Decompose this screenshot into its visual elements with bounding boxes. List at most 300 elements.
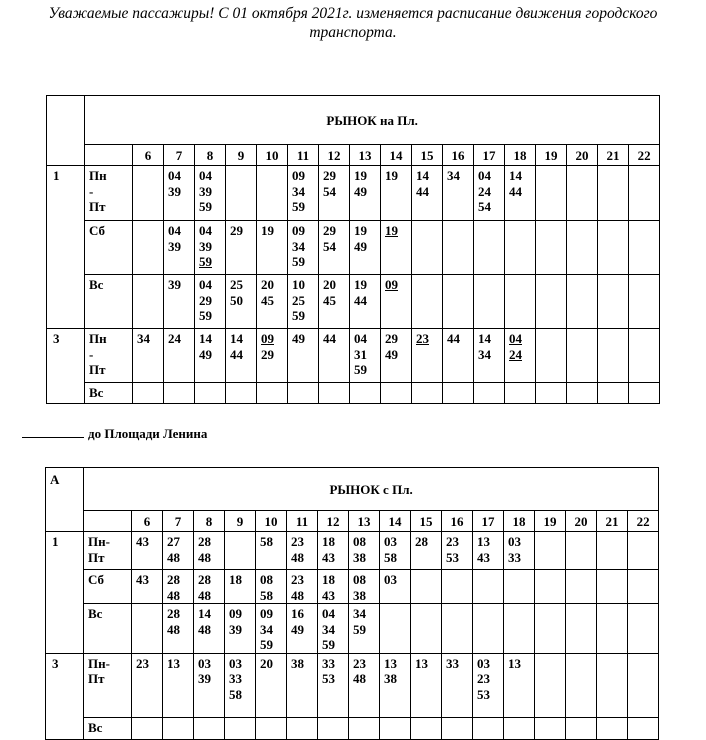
departure-cell-hour-10 — [256, 604, 287, 654]
departure-cell-hour-18 — [505, 221, 536, 275]
departure-cell-hour-11 — [288, 166, 319, 221]
departure-cell-hour-17 — [474, 275, 505, 329]
departure-minute: 49 — [385, 346, 398, 362]
departure-minute: 34 — [292, 238, 305, 254]
hours-blank-cell — [85, 145, 133, 166]
table-row — [46, 532, 659, 570]
departure-minute: 20 — [260, 655, 273, 671]
departure-cell-hour-16 — [442, 717, 473, 739]
departure-cell-hour-22 — [629, 383, 660, 404]
day-label: Пт — [89, 362, 106, 377]
departure-cell-hour-6 — [132, 570, 163, 604]
hour-header-20: 20 — [567, 145, 598, 166]
departure-minute: 59 — [353, 621, 366, 637]
departure-minute: 34 — [353, 606, 366, 621]
departure-minute: 28 — [167, 572, 180, 587]
departure-cell-hour-22 — [629, 329, 660, 383]
departure-cell-hour-17 — [473, 532, 504, 570]
departure-minute: 03 — [229, 655, 242, 671]
table-row — [46, 717, 659, 739]
day-type-cell — [84, 570, 132, 604]
departure-cell-hour-14 — [380, 570, 411, 604]
day-type-cell — [85, 221, 133, 275]
departure-cell-hour-6 — [133, 221, 164, 275]
departure-cell-hour-22 — [628, 653, 659, 717]
departure-minute: 14 — [478, 331, 491, 346]
departure-cell-hour-20 — [567, 329, 598, 383]
departure-cell-hour-7 — [164, 166, 195, 221]
day-type-cell — [84, 717, 132, 739]
departure-cell-hour-15 — [411, 717, 442, 739]
day-label: Пн — [89, 168, 107, 183]
departure-minute: 04 — [199, 223, 212, 238]
departure-minute: 54 — [323, 238, 336, 254]
departure-minute: 59 — [292, 199, 305, 214]
departure-cell-hour-6 — [133, 383, 164, 404]
departure-minute: 23 — [446, 534, 459, 549]
departure-minute: 43 — [136, 534, 149, 549]
departure-cell-hour-8 — [195, 221, 226, 275]
departure-cell-hour-19 — [535, 570, 566, 604]
route-number-cell: 1 — [46, 532, 84, 654]
departure-minute: 59 — [199, 308, 212, 323]
table-row — [47, 329, 660, 383]
day-label: Пт — [88, 671, 105, 686]
departure-cell-hour-10 — [256, 532, 287, 570]
departure-minute: 28 — [198, 534, 211, 549]
departure-cell-hour-6 — [132, 532, 163, 570]
departure-cell-hour-18 — [505, 166, 536, 221]
day-label: Пн- — [88, 534, 110, 549]
departure-minute: 49 — [292, 331, 305, 346]
departure-minute: 03 — [384, 534, 397, 549]
departure-minute: 58 — [260, 587, 273, 603]
departure-cell-hour-14 — [381, 329, 412, 383]
departure-cell-hour-8 — [195, 383, 226, 404]
departure-minute: 28 — [167, 606, 180, 621]
departure-cell-hour-11 — [288, 383, 319, 404]
departure-minute: 49 — [354, 238, 367, 254]
departure-minute: 24 — [478, 183, 491, 199]
departure-cell-hour-12 — [318, 717, 349, 739]
departure-cell-hour-18 — [504, 570, 535, 604]
departure-cell-hour-11 — [288, 221, 319, 275]
departure-cell-hour-12 — [319, 166, 350, 221]
departure-cell-hour-9 — [225, 717, 256, 739]
departure-minute: 50 — [230, 292, 243, 308]
departure-minute: 09 — [229, 606, 242, 621]
departure-cell-hour-6 — [132, 604, 163, 654]
departure-minute: 04 — [168, 223, 181, 238]
departure-cell-hour-10 — [257, 166, 288, 221]
departure-minute: 23 — [291, 572, 304, 587]
hour-header-20: 20 — [566, 511, 597, 532]
hour-header-6: 6 — [132, 511, 163, 532]
departure-cell-hour-13 — [349, 717, 380, 739]
departure-minute: 19 — [354, 168, 367, 183]
corner-cell: А — [46, 468, 84, 532]
departure-minute: 23 — [416, 331, 429, 346]
departure-minute: 20 — [261, 277, 274, 292]
departure-cell-hour-18 — [505, 383, 536, 404]
departure-cell-hour-9 — [226, 383, 257, 404]
departure-minute: 44 — [230, 346, 243, 362]
departure-cell-hour-7 — [164, 221, 195, 275]
departure-cell-hour-21 — [597, 653, 628, 717]
departure-cell-hour-12 — [318, 532, 349, 570]
departure-cell-hour-12 — [319, 275, 350, 329]
departure-minute: 09 — [292, 168, 305, 183]
departure-cell-hour-21 — [598, 221, 629, 275]
departure-cell-hour-10 — [257, 329, 288, 383]
departure-cell-hour-19 — [535, 604, 566, 654]
departure-cell-hour-8 — [194, 717, 225, 739]
departure-minute: 29 — [323, 223, 336, 238]
departure-cell-hour-21 — [597, 604, 628, 654]
departure-minute: 14 — [198, 606, 211, 621]
departure-minute: 24 — [168, 331, 181, 346]
departure-cell-hour-14 — [380, 653, 411, 717]
departure-cell-hour-14 — [381, 275, 412, 329]
hour-header-19: 19 — [536, 145, 567, 166]
table-row — [47, 166, 660, 221]
departure-cell-hour-11 — [287, 604, 318, 654]
departure-cell-hour-9 — [226, 166, 257, 221]
departure-cell-hour-16 — [443, 166, 474, 221]
hour-header-19: 19 — [535, 511, 566, 532]
day-type-cell — [84, 653, 132, 717]
departure-cell-hour-17 — [473, 604, 504, 654]
departure-cell-hour-21 — [597, 532, 628, 570]
departure-cell-hour-6 — [132, 717, 163, 739]
hour-header-9: 9 — [225, 511, 256, 532]
departure-minute: 13 — [415, 655, 428, 671]
departure-cell-hour-19 — [535, 532, 566, 570]
departure-minute: 13 — [508, 655, 521, 671]
departure-minute: 38 — [353, 587, 366, 603]
departure-cell-hour-8 — [194, 604, 225, 654]
departure-minute: 53 — [322, 671, 335, 686]
departure-cell-hour-15 — [412, 329, 443, 383]
departure-minute: 49 — [291, 621, 304, 637]
departure-cell-hour-10 — [257, 221, 288, 275]
departure-minute: 48 — [167, 587, 180, 603]
departure-minute: 45 — [323, 292, 336, 308]
departure-minute: 29 — [230, 223, 243, 238]
hour-header-22: 22 — [628, 511, 659, 532]
departure-cell-hour-17 — [474, 383, 505, 404]
departure-cell-hour-15 — [412, 221, 443, 275]
departure-cell-hour-11 — [287, 570, 318, 604]
departure-minute: 39 — [168, 238, 181, 254]
departure-minute: 54 — [478, 199, 491, 214]
departure-cell-hour-13 — [349, 604, 380, 654]
hour-header-16: 16 — [442, 511, 473, 532]
departure-cell-hour-16 — [442, 570, 473, 604]
departure-cell-hour-18 — [504, 717, 535, 739]
departure-minute: 03 — [198, 655, 211, 671]
departure-cell-hour-7 — [164, 383, 195, 404]
departure-minute: 19 — [354, 277, 367, 292]
schedule-table-from-square — [45, 467, 659, 740]
day-type-cell — [85, 166, 133, 221]
departure-cell-hour-9 — [225, 570, 256, 604]
day-label: Вс — [88, 719, 103, 735]
departure-cell-hour-15 — [412, 275, 443, 329]
departure-minute: 10 — [292, 277, 305, 292]
departure-minute: 29 — [261, 346, 274, 362]
table-row — [47, 221, 660, 275]
hour-header-12: 12 — [319, 145, 350, 166]
departure-minute: 14 — [230, 331, 243, 346]
departure-cell-hour-11 — [287, 532, 318, 570]
departure-minute: 25 — [292, 292, 305, 308]
departure-cell-hour-22 — [628, 570, 659, 604]
departure-cell-hour-9 — [225, 532, 256, 570]
departure-cell-hour-15 — [411, 570, 442, 604]
departure-cell-hour-9 — [226, 221, 257, 275]
departure-minute: 14 — [509, 168, 522, 183]
day-label: Сб — [89, 223, 106, 238]
departure-cell-hour-7 — [163, 653, 194, 717]
departure-cell-hour-19 — [535, 717, 566, 739]
table-row — [47, 383, 660, 404]
day-type-cell — [85, 383, 133, 404]
departure-minute: 29 — [385, 331, 398, 346]
departure-minute: 48 — [167, 549, 180, 565]
departure-cell-hour-7 — [163, 717, 194, 739]
departure-minute: 19 — [261, 223, 274, 238]
table-row — [46, 604, 659, 654]
departure-minute: 58 — [384, 549, 397, 565]
departure-cell-hour-16 — [442, 604, 473, 654]
departure-minute: 13 — [167, 655, 180, 671]
departure-cell-hour-15 — [411, 532, 442, 570]
hour-header-17: 17 — [473, 511, 504, 532]
departure-cell-hour-8 — [195, 329, 226, 383]
departure-cell-hour-11 — [287, 653, 318, 717]
departure-cell-hour-15 — [412, 166, 443, 221]
table-row — [47, 275, 660, 329]
hour-header-10: 10 — [257, 145, 288, 166]
departure-minute: 39 — [199, 183, 212, 199]
departure-minute: 04 — [354, 331, 367, 346]
departure-minute: 23 — [291, 534, 304, 549]
day-label: Пн- — [88, 655, 110, 671]
departure-cell-hour-7 — [163, 604, 194, 654]
departure-minute: 59 — [199, 254, 212, 269]
departure-minute: 58 — [260, 534, 273, 549]
title-row — [46, 468, 659, 511]
departure-minute: 23 — [477, 671, 490, 686]
departure-cell-hour-13 — [350, 275, 381, 329]
departure-minute: 34 — [478, 346, 491, 362]
departure-cell-hour-14 — [381, 383, 412, 404]
departure-minute: 04 — [199, 277, 212, 292]
departure-minute: 43 — [322, 587, 335, 603]
departure-minute: 18 — [229, 572, 242, 587]
departure-minute: 14 — [199, 331, 212, 346]
departure-minute: 43 — [322, 549, 335, 565]
hour-header-18: 18 — [504, 511, 535, 532]
departure-cell-hour-16 — [443, 383, 474, 404]
departure-minute: 38 — [353, 549, 366, 565]
departure-minute: 59 — [260, 637, 273, 652]
departure-minute: 33 — [508, 549, 521, 565]
departure-cell-hour-13 — [350, 383, 381, 404]
day-type-cell — [85, 275, 133, 329]
hours-blank-cell — [84, 511, 132, 532]
day-label: Вс — [89, 385, 104, 400]
departure-minute: 44 — [447, 331, 460, 346]
departure-cell-hour-22 — [629, 275, 660, 329]
departure-cell-hour-17 — [473, 653, 504, 717]
departure-minute: 34 — [447, 168, 460, 183]
departure-minute: 48 — [198, 621, 211, 637]
departure-cell-hour-18 — [504, 532, 535, 570]
departure-cell-hour-7 — [164, 275, 195, 329]
departure-minute: 03 — [384, 572, 397, 587]
departure-minute: 23 — [353, 655, 366, 671]
departure-minute: 38 — [291, 655, 304, 671]
departure-minute: 19 — [385, 168, 398, 183]
departure-cell-hour-8 — [194, 532, 225, 570]
departure-minute: 44 — [323, 331, 336, 346]
departure-cell-hour-7 — [163, 532, 194, 570]
departure-cell-hour-8 — [195, 166, 226, 221]
departure-cell-hour-12 — [319, 221, 350, 275]
departure-minute: 59 — [354, 362, 367, 377]
departure-cell-hour-10 — [257, 275, 288, 329]
departure-cell-hour-22 — [629, 221, 660, 275]
departure-cell-hour-19 — [536, 221, 567, 275]
notice-text — [0, 4, 706, 42]
hour-header-18: 18 — [505, 145, 536, 166]
departure-cell-hour-20 — [566, 653, 597, 717]
departure-cell-hour-21 — [598, 329, 629, 383]
schedule-table-to-square — [46, 95, 660, 404]
departure-minute: 20 — [323, 277, 336, 292]
departure-cell-hour-6 — [133, 329, 164, 383]
notice-line-1: Уважаемые пассажиры! С 01 октября 2021г. изменяется расписание движения городского — [48, 5, 658, 22]
hour-header-7: 7 — [163, 511, 194, 532]
departure-cell-hour-18 — [504, 604, 535, 654]
departure-cell-hour-18 — [505, 275, 536, 329]
departure-minute: 49 — [199, 346, 212, 362]
departure-minute: 53 — [477, 686, 490, 702]
hour-header-13: 13 — [350, 145, 381, 166]
departure-minute: 31 — [354, 346, 367, 362]
departure-minute: 34 — [292, 183, 305, 199]
departure-minute: 48 — [291, 549, 304, 565]
departure-cell-hour-20 — [567, 275, 598, 329]
notice-line-2: транспорта. — [309, 24, 397, 41]
hour-header-6: 6 — [133, 145, 164, 166]
departure-minute: 59 — [322, 637, 335, 652]
hour-header-14: 14 — [381, 145, 412, 166]
hour-header-15: 15 — [412, 145, 443, 166]
departure-cell-hour-12 — [319, 383, 350, 404]
table-title: РЫНОК на Пл. — [85, 96, 660, 145]
hour-header-14: 14 — [380, 511, 411, 532]
departure-cell-hour-15 — [411, 604, 442, 654]
day-label: Пт — [88, 549, 105, 565]
departure-cell-hour-9 — [226, 275, 257, 329]
departure-minute: 43 — [136, 572, 149, 587]
hour-header-17: 17 — [474, 145, 505, 166]
departure-minute: 48 — [198, 587, 211, 603]
departure-minute: 09 — [292, 223, 305, 238]
departure-cell-hour-14 — [380, 532, 411, 570]
departure-minute: 03 — [477, 655, 490, 671]
departure-cell-hour-13 — [350, 166, 381, 221]
departure-cell-hour-16 — [443, 329, 474, 383]
departure-cell-hour-17 — [473, 570, 504, 604]
hour-header-16: 16 — [443, 145, 474, 166]
departure-cell-hour-9 — [226, 329, 257, 383]
departure-cell-hour-20 — [566, 570, 597, 604]
departure-minute: 39 — [198, 671, 211, 686]
departure-minute: 27 — [167, 534, 180, 549]
departure-cell-hour-19 — [536, 329, 567, 383]
blank-line — [22, 437, 84, 438]
departure-cell-hour-16 — [443, 275, 474, 329]
departure-minute: 39 — [168, 183, 181, 199]
hour-header-10: 10 — [256, 511, 287, 532]
departure-cell-hour-16 — [443, 221, 474, 275]
departure-minute: 04 — [509, 331, 522, 346]
departure-minute: 34 — [322, 621, 335, 637]
day-label: - — [89, 183, 94, 199]
departure-cell-hour-12 — [318, 570, 349, 604]
departure-minute: 18 — [322, 572, 335, 587]
departure-cell-hour-19 — [536, 275, 567, 329]
departure-minute: 04 — [478, 168, 491, 183]
departure-minute: 08 — [353, 572, 366, 587]
departure-minute: 59 — [292, 254, 305, 269]
departure-cell-hour-12 — [319, 329, 350, 383]
title-row — [47, 96, 660, 145]
departure-cell-hour-8 — [194, 653, 225, 717]
departure-cell-hour-10 — [257, 383, 288, 404]
departure-minute: 29 — [323, 168, 336, 183]
route-number-cell: 1 — [47, 166, 85, 329]
route-number-cell: 3 — [47, 329, 85, 404]
departure-cell-hour-15 — [411, 653, 442, 717]
departure-cell-hour-22 — [628, 604, 659, 654]
departure-cell-hour-12 — [318, 604, 349, 654]
departure-minute: 58 — [229, 686, 242, 702]
departure-cell-hour-6 — [133, 275, 164, 329]
departure-minute: 39 — [229, 621, 242, 637]
departure-cell-hour-20 — [566, 604, 597, 654]
departure-minute: 23 — [136, 655, 149, 671]
departure-minute: 34 — [137, 331, 150, 346]
departure-cell-hour-8 — [194, 570, 225, 604]
departure-minute: 28 — [198, 572, 211, 587]
departure-minute: 09 — [261, 331, 274, 346]
departure-minute: 44 — [354, 292, 367, 308]
departure-cell-hour-6 — [132, 653, 163, 717]
table-row — [46, 570, 659, 604]
departure-minute: 08 — [353, 534, 366, 549]
departure-cell-hour-19 — [535, 653, 566, 717]
departure-cell-hour-17 — [474, 166, 505, 221]
hour-header-8: 8 — [194, 511, 225, 532]
departure-cell-hour-21 — [597, 717, 628, 739]
departure-minute: 59 — [199, 199, 212, 214]
departure-minute: 44 — [509, 183, 522, 199]
